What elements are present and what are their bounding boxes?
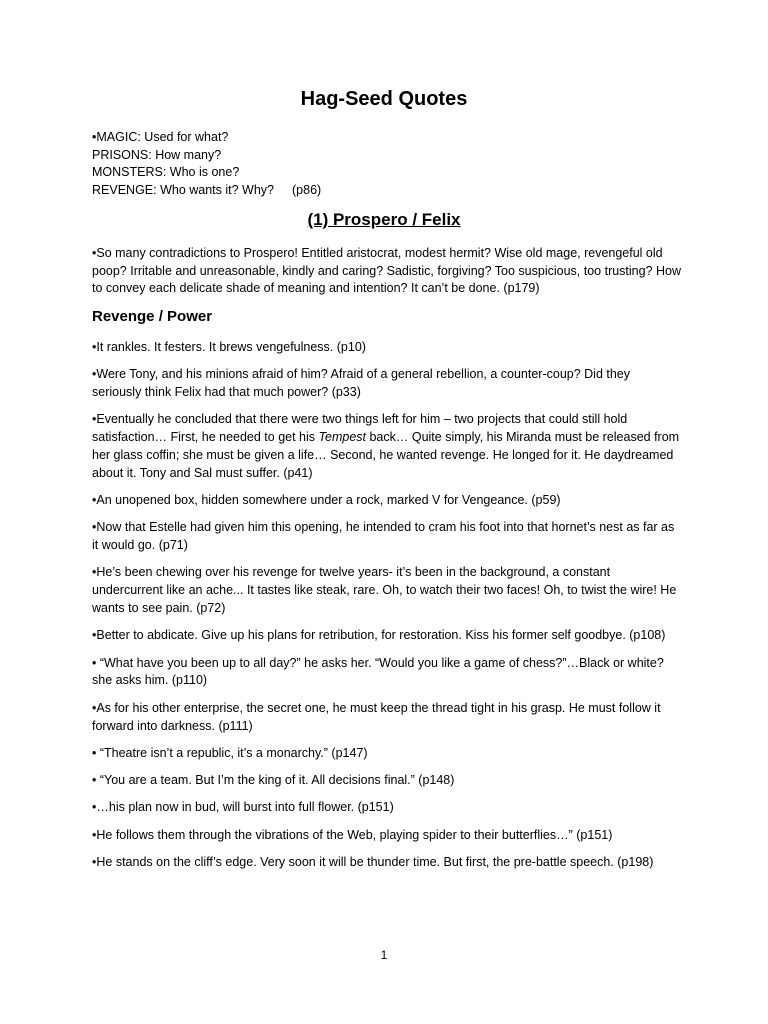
quote-text: •Eventually he concluded that there were two things left for him – two projects that could still hold satisfaction… First, he needed to get his	[92, 412, 628, 445]
quote-item: •He stands on the cliff’s edge. Very soon it will be thunder time. But first, the pre-battle speech. (p198)	[92, 855, 654, 870]
quote-item: •He’s been chewing over his revenge for twelve years- it’s been in the background, a constant undercurrent like an ache... It tastes like steak, rare. Oh, to watch their two faces! Oh, to twist the wire! He wants to see pain. (p72)	[92, 565, 677, 616]
subheading-revenge-power: Revenge / Power	[92, 308, 213, 325]
quote-item: • “What have you been up to all day?” he asks her. “Would you like a game of chess?”…Black or white? she asks him. (p110)	[92, 655, 664, 688]
intro-line: •MAGIC: Used for what?	[92, 130, 229, 144]
quote-item	[92, 411, 682, 482]
intro-page-ref: (p86)	[292, 182, 322, 197]
intro-questions	[92, 129, 692, 199]
quote-list	[92, 339, 682, 881]
intro-line-text: REVENGE: Who wants it? Why?	[92, 182, 275, 197]
intro-line: PRISONS: How many?	[92, 147, 222, 162]
quote-item: • “You are a team. But I’m the king of it. All decisions final.” (p148)	[92, 773, 455, 788]
quote-item: •Were Tony, and his minions afraid of him? Afraid of a general rebellion, a counter-coup? Did they seriously think Felix had that much power? (p33)	[92, 367, 631, 400]
quote-item: • “Theatre isn’t a republic, it’s a monarchy.” (p147)	[92, 745, 368, 760]
document-title: Hag-Seed Quotes	[300, 88, 468, 110]
quote-item: •An unopened box, hidden somewhere under a rock, marked V for Vengeance. (p59)	[92, 493, 561, 508]
section-heading: (1) Prospero / Felix	[307, 210, 461, 229]
quote-item: •Now that Estelle had given him this opening, he intended to cram his foot into that hornet’s nest as far as it would go. (p71)	[92, 520, 675, 553]
intro-line: MONSTERS: Who is one?	[92, 165, 240, 179]
quote-text: back… Quite simply, his Miranda must be released from her glass coffin; she must be given a life… Second, he wanted revenge. He longed for it. He daydreamed about it. Tony and Sal must suffer. (p41)	[92, 430, 680, 480]
quote-item: •It rankles. It festers. It brews vengefulness. (p10)	[92, 340, 366, 354]
quote-item: •As for his other enterprise, the secret one, he must keep the thread tight in his grasp. He must follow it forward into darkness. (p111)	[92, 700, 661, 733]
quote-item: •…his plan now in bud, will burst into full flower. (p151)	[92, 800, 394, 815]
summary-paragraph: •So many contradictions to Prospero! Entitled aristocrat, modest hermit? Wise old mage, revengeful old poop? Irritable and unreasonable, kindly and caring? Sadistic, forgiving? Too suspicious, too trusting? How to convey each delicate shade of meaning and intention? It can’t be done. (p179)	[92, 246, 682, 295]
intro-line	[92, 182, 692, 200]
quote-item: •Better to abdicate. Give up his plans for retribution, for restoration. Kiss his former self goodbye. (p108)	[92, 628, 666, 643]
quote-item: •He follows them through the vibrations of the Web, playing spider to their butterflies…” (p151)	[92, 827, 613, 842]
page-number: 1	[380, 948, 388, 962]
play-title: Tempest	[318, 430, 366, 445]
